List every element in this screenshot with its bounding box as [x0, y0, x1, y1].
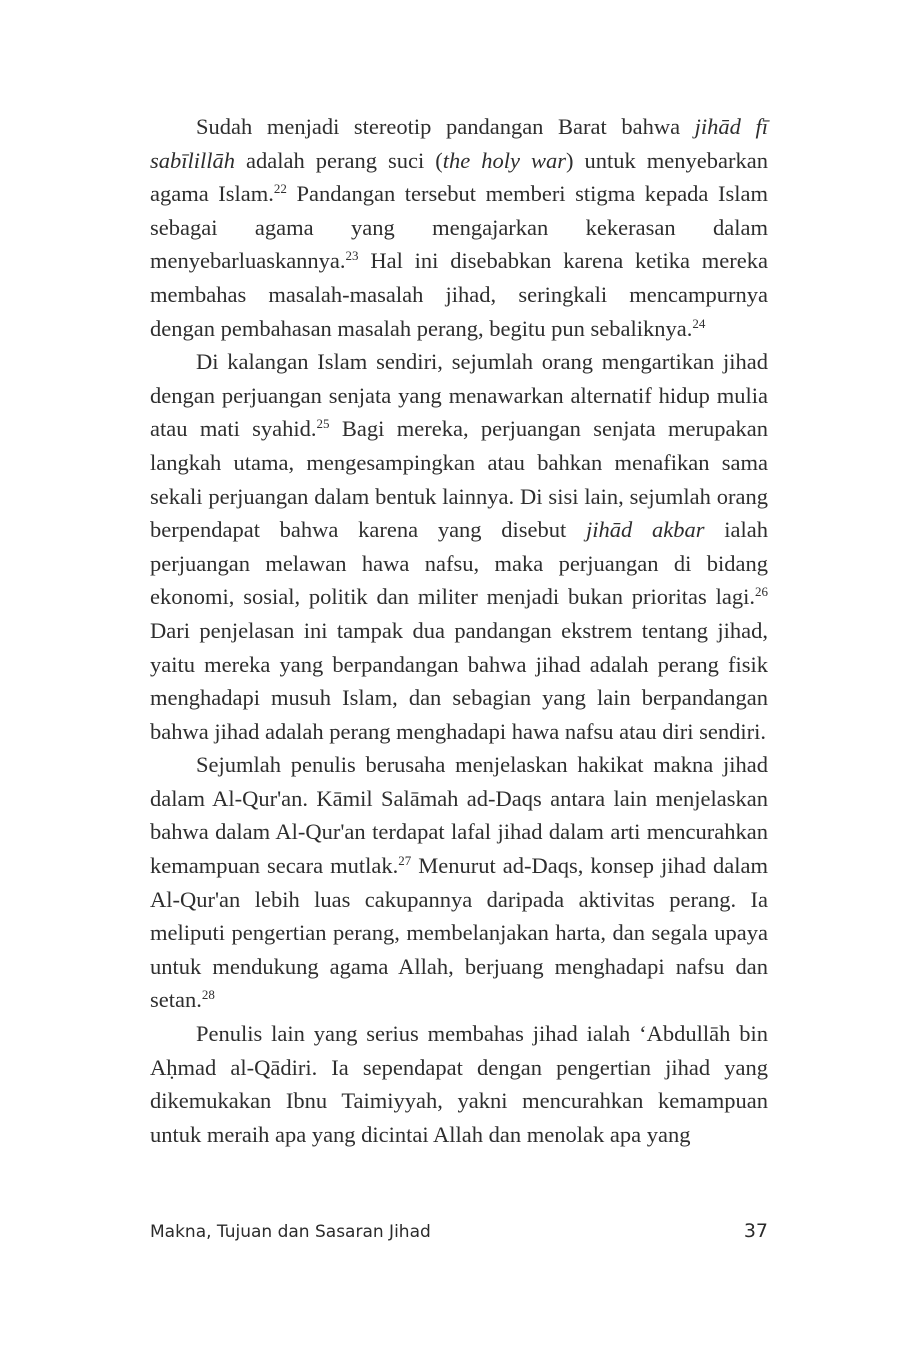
- text-fragment: Menurut ad-Daqs, konsep jihad dalam Al-Qur'an lebih luas cakupannya daripada aktivitas perang. Ia meliputi pengertian perang, membelanjakan harta, dan segala upaya untuk mendukung agama Allah, berjuang menghadapi nafsu dan setan.: [150, 853, 768, 1013]
- italic-term: the holy war: [442, 147, 567, 173]
- footnote-ref: 28: [201, 987, 215, 1003]
- text-fragment: Di kalangan Islam sendiri, sejumlah orang mengartikan jihad dengan perjuangan senjata yang menawarkan alternatif hidup mulia atau mati syahid.: [150, 349, 768, 442]
- footnote-ref: 25: [316, 416, 330, 432]
- text-fragment: ) untuk menyebarkan agama Islam.: [150, 147, 768, 207]
- text-fragment: adalah perang suci (: [235, 147, 443, 173]
- footnote-ref: 27: [398, 853, 412, 869]
- running-title: Makna, Tujuan dan Sasaran Jihad: [150, 1222, 431, 1242]
- footnote-ref: 24: [692, 315, 706, 331]
- text-fragment: Hal ini disebabkan karena ketika mereka membahas masalah-masalah jihad, seringkali mencampurnya dengan pembahasan masalah perang, begitu pun sebaliknya.: [150, 248, 768, 341]
- text-fragment: ialah perjuangan melawan hawa nafsu, maka perjuangan di bidang ekonomi, sosial, politik dan militer menjadi bukan prioritas lagi.: [150, 517, 768, 610]
- paragraph: [150, 345, 768, 748]
- page-footer: [150, 1220, 768, 1250]
- italic-term: jihād fī sabīlillāh: [150, 114, 769, 173]
- text-fragment: Penulis lain yang serius membahas jihad ialah ‘Abdullāh bin Aḥmad al-Qādiri. Ia sependapat dengan pengertian jihad yang dikemukakan Ibnu Taimiyyah, yakni mencurahkan kemampuan untuk meraih apa yang dicintai Allah dan menolak apa yang: [150, 1021, 768, 1147]
- text-fragment: Sejumlah penulis berusaha menjelaskan hakikat makna jihad dalam Al-Qur'an. Kāmil Salāmah ad-Daqs antara lain menjelaskan bahwa dalam Al-Qur'an terdapat lafal jihad dalam arti mencurahkan kemampuan secara mutlak.: [150, 752, 768, 879]
- paragraph: [150, 110, 768, 345]
- footnote-ref: 22: [273, 181, 287, 197]
- paragraph: [150, 748, 768, 1017]
- text-fragment: Bagi mereka, perjuangan senjata merupakan langkah utama, mengesampingkan atau bahkan menafikan sama sekali perjuangan dalam bentuk lainnya. Di sisi lain, sejumlah orang berpendapat bahwa karena yang disebut: [150, 416, 768, 543]
- footnote-ref: 23: [345, 248, 359, 264]
- text-fragment: Dari penjelasan ini tampak dua pandangan ekstrem tentang jihad, yaitu mereka yang berpandangan bahwa jihad adalah perang fisik menghadapi musuh Islam, dan sebagian yang lain berpandangan bahwa jihad adalah perang menghadapi hawa nafsu atau diri sendiri.: [150, 617, 768, 744]
- page-number: 37: [743, 1220, 768, 1242]
- footnote-ref: 26: [755, 584, 768, 600]
- paragraph: [150, 1017, 768, 1151]
- text-fragment: Pandangan tersebut memberi stigma kepada Islam sebagai agama yang mengajarkan kekerasan dalam menyebarluaskannya.: [150, 181, 768, 274]
- body-text: [150, 110, 768, 1151]
- italic-term: jihād akbar: [586, 517, 705, 543]
- text-fragment: Sudah menjadi stereotip pandangan Barat bahwa: [196, 114, 695, 139]
